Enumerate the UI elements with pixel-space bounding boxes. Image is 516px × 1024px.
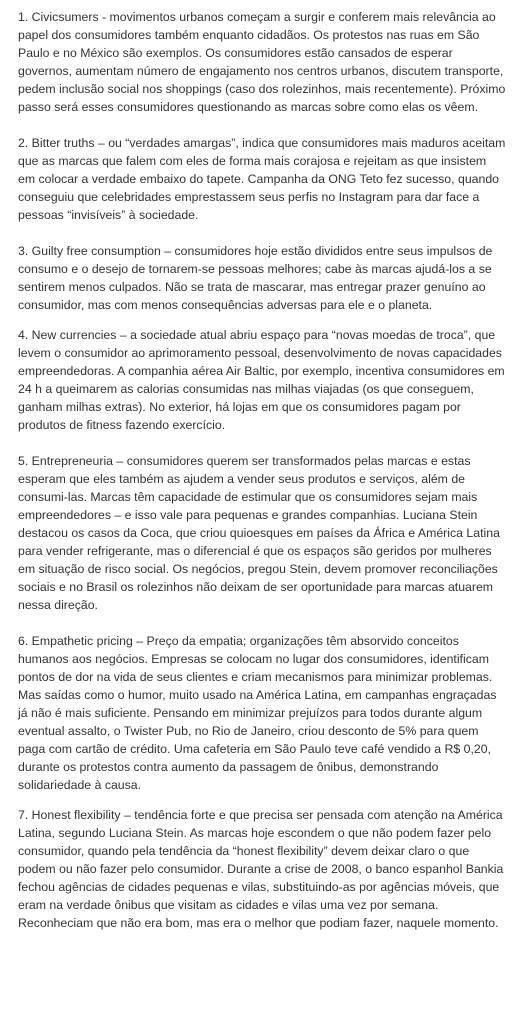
trend-paragraph-honest-flexibility: 7. Honest flexibility – tendência forte e que precisa ser pensada com atenção na América Latina, segundo Luciana Stein. As marcas hoje escondem o que não podem fazer pelo consumidor, quando pela tendência da “honest flexibility” devem deixar claro o que podem ou não fazer pelo consumidor. Durante a crise de 2008, o banco espanhol Bankia fechou agências de cidades pequenas e vilas, substituindo-as por agências móveis, que eram na verdade ônibus que visitam as cidades e vilas uma vez por semana. Reconheciam que não era bom, mas era o melhor que podiam fazer, naquele momento. <box>18 808 504 930</box>
trend-paragraph-bitter-truths: 2. Bitter truths – ou “verdades amargas”, indica que consumidores mais maduros aceitam que as marcas que falem com eles de forma mais corajosa e rejeitam as que insistem em colocar a verdade embaixo do tapete. Campanha da ONG Teto fez sucesso, quando conseguiu que celebridades emprestassem seus perfis no Instagram para dar face a pessoas “invisíveis” à sociedade. <box>18 136 506 222</box>
trend-paragraph-entrepreneuria: 5. Entrepreneuria – consumidores querem ser transformados pelas marcas e estas esperam que eles também as ajudem a vender seus produtos e serviços, além de consumi-las. Marcas têm capacidade de estimular que os consumidores sejam mais empreendedores – e isso vale para pequenas e grandes companhias. Luciana Stein destacou os casos da Coca, que criou quioesques em países da África e América Latina para vender refrigerante, mas o diferencial é que os espaços são geridos por mulheres em situação de risco social. Os negócios, pregou Stein, devem promover reconciliações sociais e no Brasil os rolezinhos não deixam de ser oportunidade para marcas atuarem nessa direção. <box>18 454 500 612</box>
trend-paragraph-empathetic-pricing: 6. Empathetic pricing – Preço da empatia; organizações têm absorvido conceitos humanos aos negócios. Empresas se colocam no lugar dos consumidores, identificam pontos de dor na vida de seus clientes e criam mecanismos para minimizar problemas. Mas saídas como o humor, muito usado na América Latina, em campanhas engraçadas já não é mais suficiente. Pensando em minimizar prejuízos para todos durante algum eventual assalto, o Twister Pub, no Rio de Janeiro, criou desconto de 5% para quem paga com cartão de crédito. Uma cafeteria em São Paulo teve café vendido a R$ 0,20, durante os protestos contra aumento da passagem de ônibus, demonstrando solidariedade à causa. <box>18 634 497 792</box>
trend-paragraph-new-currencies: 4. New currencies – a sociedade atual abriu espaço para “novas moedas de troca”, que levem o consumidor ao aprimoramento pessoal, desenvolvimento de novas capacidades empreendedoras. A companhia aérea Air Baltic, por exemplo, incentiva consumidores em 24 h a queimarem as calorias consumidas nas milhas viajadas (os que conseguem, ganham milhas extras). No exterior, há lojas em que os consumidores pagam por produtos de fitness fazendo exercício. <box>18 328 505 432</box>
trend-paragraph-guilty-free-consumption: 3. Guilty free consumption – consumidores hoje estão divididos entre seus impulsos de consumo e o desejo de tornarem-se pessoas melhores; cabe às marcas ajudá-los a se sentirem menos culpados. Não se trata de mascarar, mas entregar prazer genuíno ao consumidor, mas com menos consequências adversas para ele e o planeta. <box>18 244 493 312</box>
trend-paragraph-civicsumers: 1. Civicsumers - movimentos urbanos começam a surgir e conferem mais relevância ao papel dos consumidores também enquanto cidadãos. Os protestos nas ruas em São Paulo e no México são exemplos. Os consumidores estão cansados de esperar governos, aumentam número de engajamento nos centros urbanos, discutem transporte, pedem inclusão social nos shoppings (caso dos rolezinhos, mais recentemente). Próximo passo será esses consumidores questionando as marcas sobre como elas os vêem. <box>18 10 506 114</box>
article-body <box>18 8 506 932</box>
